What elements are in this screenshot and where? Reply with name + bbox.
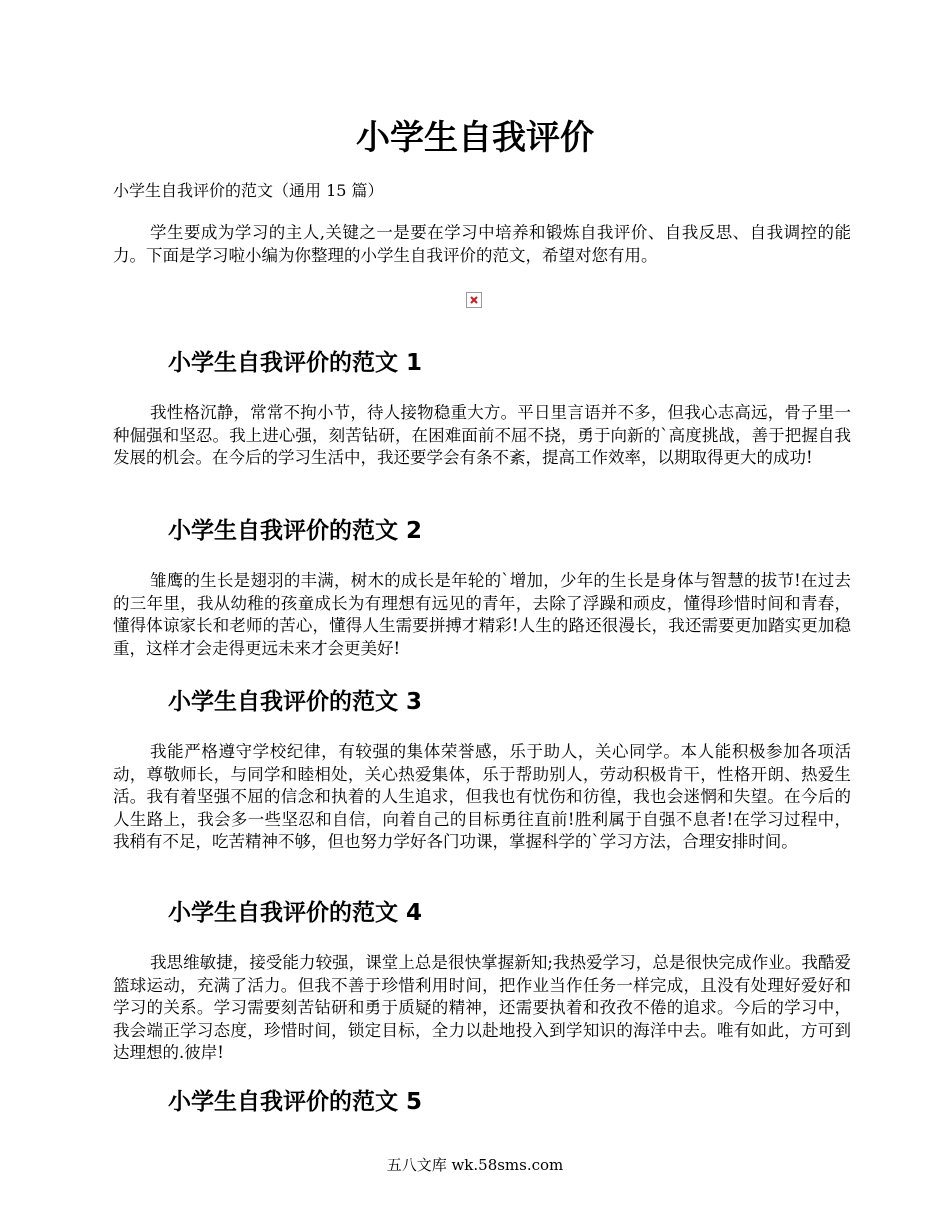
section-heading-1: 小学生自我评价的范文 1	[168, 350, 423, 376]
section-body-2: 雏鹰的生长是翅羽的丰满，树木的成长是年轮的`增加，少年的生长是身体与智慧的拔节!在过去的三年里，我从幼稚的孩童成长为有理想有远见的青年，去除了浮躁和顽皮，懂得珍惜时间和青春，懂得体谅家长和老师的苦心，懂得人生需要拼搏才精彩!人生的路还很漫长，我还需要更加踏实更加稳重，这样才会走得更远未来才会更美好!	[113, 571, 851, 658]
section-heading-4: 小学生自我评价的范文 4	[168, 900, 423, 926]
intro-paragraph: 学生要成为学习的主人,关键之一是要在学习中培养和锻炼自我评价、自我反思、自我调控的能力。下面是学习啦小编为你整理的小学生自我评价的范文，希望对您有用。	[113, 223, 851, 265]
document-subtitle: 小学生自我评价的范文（通用 15 篇）	[113, 181, 384, 200]
broken-image-icon	[466, 292, 482, 308]
section-body-4: 我思维敏捷，接受能力较强，课堂上总是很快掌握新知;我热爱学习，总是很快完成作业。我酷爱篮球运动，充满了活力。但我不善于珍惜利用时间，把作业当作任务一样完成，且没有处理好爱好和学习的关系。学习需要刻苦钻研和勇于质疑的精神，还需要执着和孜孜不倦的追求。今后的学习中，我会端正学习态度，珍惜时间，锁定目标，全力以赴地投入到学知识的海洋中去。唯有如此，方可到达理想的.彼岸!	[113, 953, 851, 1062]
section-heading-5: 小学生自我评价的范文 5	[168, 1089, 423, 1115]
section-body-1: 我性格沉静，常常不拘小节，待人接物稳重大方。平日里言语并不多，但我心志高远，骨子里一种倔强和坚忍。我上进心强，刻苦钻研，在困难面前不屈不挠，勇于向新的`高度挑战，善于把握自我发展的机会。在今后的学习生活中，我还要学会有条不紊，提高工作效率，以期取得更大的成功!	[113, 403, 851, 467]
document-title: 小学生自我评价	[356, 118, 594, 158]
section-heading-3: 小学生自我评价的范文 3	[168, 689, 423, 715]
page-footer: 五八文库 wk.58sms.com	[386, 1156, 564, 1174]
section-heading-2: 小学生自我评价的范文 2	[168, 518, 423, 544]
section-body-3: 我能严格遵守学校纪律，有较强的集体荣誉感，乐于助人，关心同学。本人能积极参加各项活动，尊敬师长，与同学和睦相处，关心热爱集体，乐于帮助别人，劳动积极肯干，性格开朗、热爱生活。我有着坚强不屈的信念和执着的人生追求，但我也有忧伤和彷徨，我也会迷惘和失望。在今后的人生路上，我会多一些坚忍和自信，向着自己的目标勇往直前!胜利属于自强不息者!在学习过程中，我稍有不足，吃苦精神不够，但也努力学好各门功课，掌握科学的`学习方法，合理安排时间。	[113, 742, 851, 851]
